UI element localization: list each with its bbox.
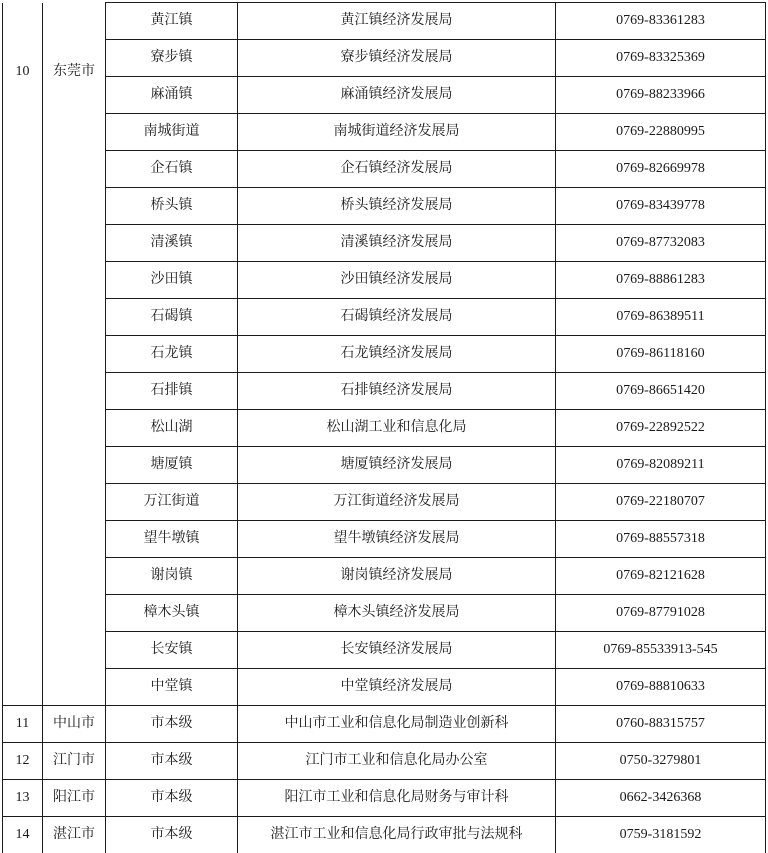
table-row bbox=[3, 632, 766, 669]
town-cell: 南城街道 bbox=[106, 114, 238, 151]
phone-cell: 0662-3426368 bbox=[556, 780, 766, 817]
town-cell: 市本级 bbox=[106, 743, 238, 780]
bureau-cell: 南城街道经济发展局 bbox=[238, 114, 556, 151]
city-cell: 东莞市 bbox=[43, 3, 106, 706]
bureau-cell: 石龙镇经济发展局 bbox=[238, 336, 556, 373]
town-cell: 清溪镇 bbox=[106, 225, 238, 262]
row-index-cell: 10 bbox=[3, 3, 43, 706]
table-row bbox=[3, 262, 766, 299]
phone-cell: 0769-82089211 bbox=[556, 447, 766, 484]
table-row bbox=[3, 595, 766, 632]
table-row bbox=[3, 743, 766, 780]
phone-cell: 0769-87732083 bbox=[556, 225, 766, 262]
table-row bbox=[3, 3, 766, 40]
phone-cell: 0759-3181592 bbox=[556, 817, 766, 853]
bureau-cell: 长安镇经济发展局 bbox=[238, 632, 556, 669]
table-row bbox=[3, 669, 766, 706]
table-row bbox=[3, 780, 766, 817]
bureau-cell: 麻涌镇经济发展局 bbox=[238, 77, 556, 114]
phone-cell: 0769-86118160 bbox=[556, 336, 766, 373]
bureau-cell: 塘厦镇经济发展局 bbox=[238, 447, 556, 484]
town-cell: 谢岗镇 bbox=[106, 558, 238, 595]
bureau-cell: 樟木头镇经济发展局 bbox=[238, 595, 556, 632]
phone-cell: 0769-22180707 bbox=[556, 484, 766, 521]
town-cell: 麻涌镇 bbox=[106, 77, 238, 114]
table-row bbox=[3, 77, 766, 114]
row-index-cell: 12 bbox=[3, 743, 43, 780]
table-row bbox=[3, 373, 766, 410]
contact-directory-table bbox=[2, 2, 766, 853]
phone-cell: 0750-3279801 bbox=[556, 743, 766, 780]
table-row bbox=[3, 40, 766, 77]
table-row bbox=[3, 114, 766, 151]
bureau-cell: 寮步镇经济发展局 bbox=[238, 40, 556, 77]
phone-cell: 0769-82121628 bbox=[556, 558, 766, 595]
phone-cell: 0769-86651420 bbox=[556, 373, 766, 410]
phone-cell: 0769-82669978 bbox=[556, 151, 766, 188]
bureau-cell: 江门市工业和信息化局办公室 bbox=[238, 743, 556, 780]
bureau-cell: 清溪镇经济发展局 bbox=[238, 225, 556, 262]
town-cell: 塘厦镇 bbox=[106, 447, 238, 484]
phone-cell: 0769-85533913-545 bbox=[556, 632, 766, 669]
phone-cell: 0769-86389511 bbox=[556, 299, 766, 336]
table-row bbox=[3, 188, 766, 225]
table-body bbox=[3, 3, 766, 853]
phone-cell: 0769-88810633 bbox=[556, 669, 766, 706]
phone-cell: 0769-22892522 bbox=[556, 410, 766, 447]
bureau-cell: 松山湖工业和信息化局 bbox=[238, 410, 556, 447]
bureau-cell: 桥头镇经济发展局 bbox=[238, 188, 556, 225]
bureau-cell: 黄江镇经济发展局 bbox=[238, 3, 556, 40]
table-row bbox=[3, 817, 766, 853]
phone-cell: 0769-87791028 bbox=[556, 595, 766, 632]
town-cell: 中堂镇 bbox=[106, 669, 238, 706]
town-cell: 市本级 bbox=[106, 780, 238, 817]
city-cell: 湛江市 bbox=[43, 817, 106, 853]
town-cell: 石龙镇 bbox=[106, 336, 238, 373]
phone-cell: 0769-22880995 bbox=[556, 114, 766, 151]
city-cell: 中山市 bbox=[43, 706, 106, 743]
town-cell: 石碣镇 bbox=[106, 299, 238, 336]
town-cell: 万江街道 bbox=[106, 484, 238, 521]
bureau-cell: 石碣镇经济发展局 bbox=[238, 299, 556, 336]
bureau-cell: 万江街道经济发展局 bbox=[238, 484, 556, 521]
row-index-cell: 11 bbox=[3, 706, 43, 743]
town-cell: 望牛墩镇 bbox=[106, 521, 238, 558]
phone-cell: 0769-83361283 bbox=[556, 3, 766, 40]
row-index-cell: 13 bbox=[3, 780, 43, 817]
bureau-cell: 企石镇经济发展局 bbox=[238, 151, 556, 188]
phone-cell: 0769-88861283 bbox=[556, 262, 766, 299]
table-row bbox=[3, 447, 766, 484]
town-cell: 企石镇 bbox=[106, 151, 238, 188]
town-cell: 市本级 bbox=[106, 817, 238, 853]
town-cell: 沙田镇 bbox=[106, 262, 238, 299]
table-row bbox=[3, 299, 766, 336]
town-cell: 市本级 bbox=[106, 706, 238, 743]
town-cell: 长安镇 bbox=[106, 632, 238, 669]
town-cell: 寮步镇 bbox=[106, 40, 238, 77]
bureau-cell: 中堂镇经济发展局 bbox=[238, 669, 556, 706]
table-row bbox=[3, 336, 766, 373]
bureau-cell: 阳江市工业和信息化局财务与审计科 bbox=[238, 780, 556, 817]
town-cell: 黄江镇 bbox=[106, 3, 238, 40]
city-cell: 江门市 bbox=[43, 743, 106, 780]
table-row bbox=[3, 225, 766, 262]
town-cell: 松山湖 bbox=[106, 410, 238, 447]
phone-cell: 0769-83439778 bbox=[556, 188, 766, 225]
bureau-cell: 湛江市工业和信息化局行政审批与法规科 bbox=[238, 817, 556, 853]
city-cell: 阳江市 bbox=[43, 780, 106, 817]
phone-cell: 0760-88315757 bbox=[556, 706, 766, 743]
phone-cell: 0769-83325369 bbox=[556, 40, 766, 77]
table-row bbox=[3, 151, 766, 188]
town-cell: 桥头镇 bbox=[106, 188, 238, 225]
table-row bbox=[3, 410, 766, 447]
row-index-cell: 14 bbox=[3, 817, 43, 853]
table-row bbox=[3, 521, 766, 558]
phone-cell: 0769-88233966 bbox=[556, 77, 766, 114]
bureau-cell: 中山市工业和信息化局制造业创新科 bbox=[238, 706, 556, 743]
table-row bbox=[3, 706, 766, 743]
bureau-cell: 石排镇经济发展局 bbox=[238, 373, 556, 410]
town-cell: 樟木头镇 bbox=[106, 595, 238, 632]
town-cell: 石排镇 bbox=[106, 373, 238, 410]
bureau-cell: 望牛墩镇经济发展局 bbox=[238, 521, 556, 558]
table-row bbox=[3, 484, 766, 521]
phone-cell: 0769-88557318 bbox=[556, 521, 766, 558]
bureau-cell: 沙田镇经济发展局 bbox=[238, 262, 556, 299]
bureau-cell: 谢岗镇经济发展局 bbox=[238, 558, 556, 595]
table-row bbox=[3, 558, 766, 595]
